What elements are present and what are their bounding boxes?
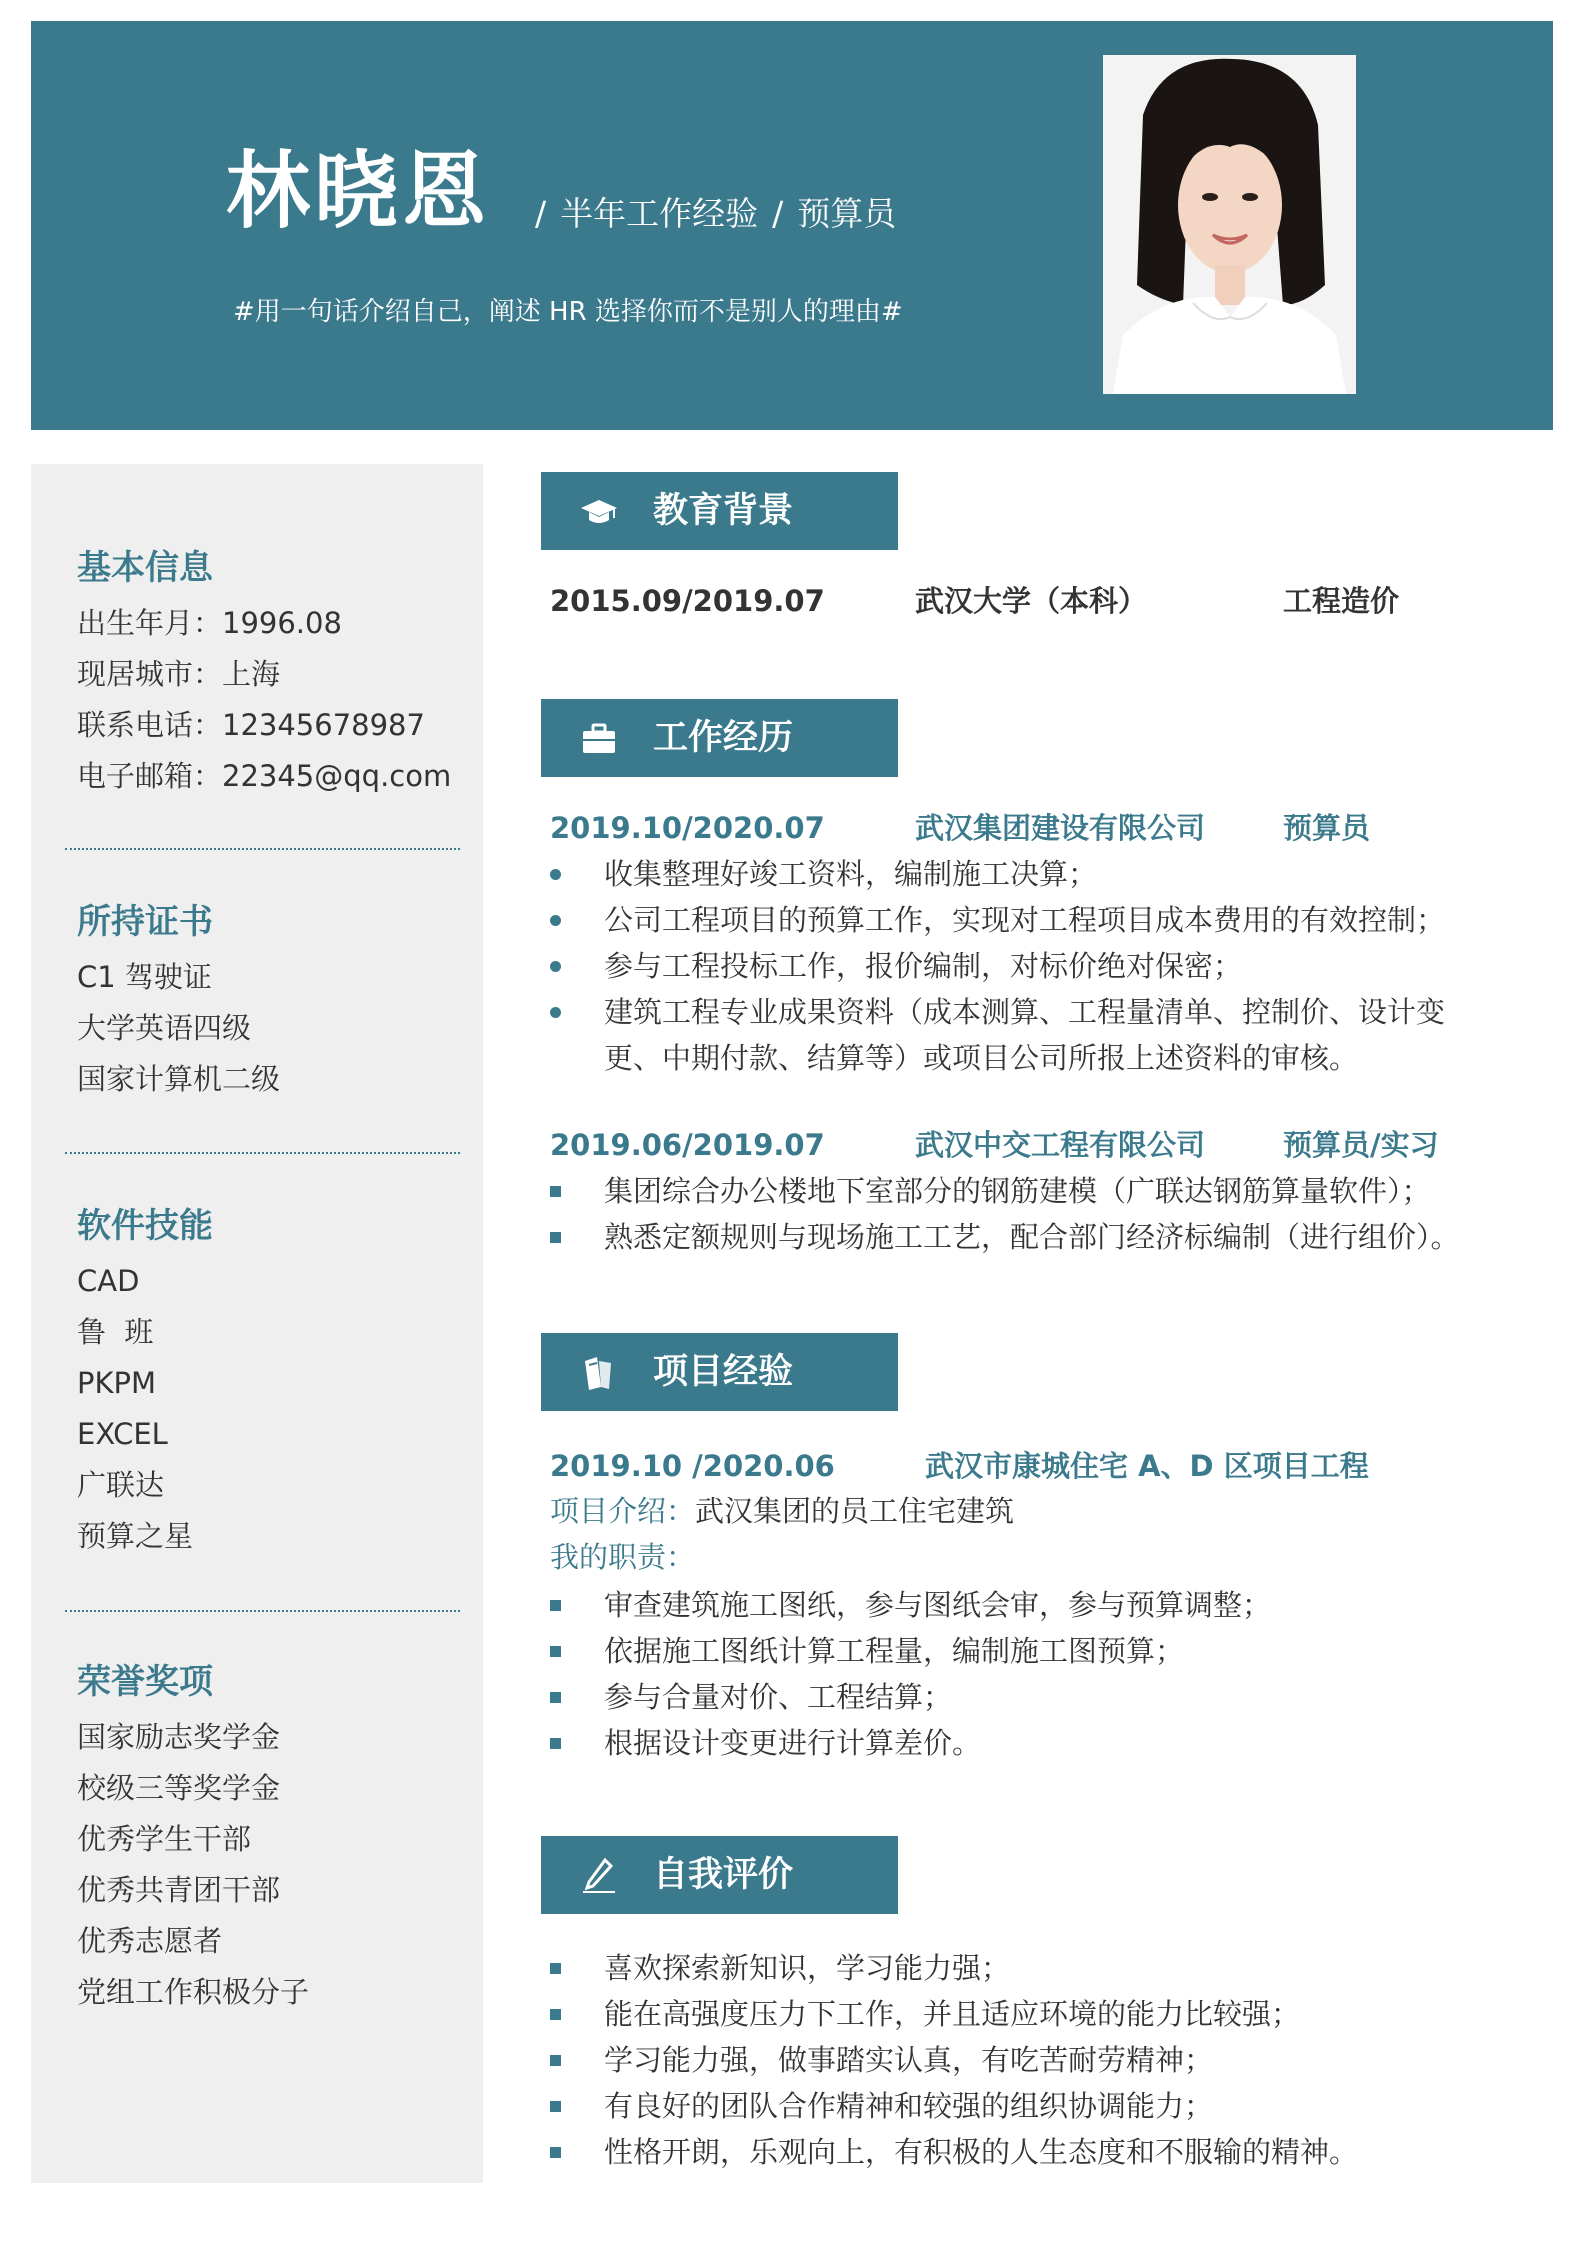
email-address: 电子邮箱：22345@qq.com (77, 759, 452, 793)
bullet-dot-icon (550, 961, 561, 972)
job-role: 预算员 (1283, 811, 1371, 845)
project-intro-text: 武汉集团的员工住宅建筑 (695, 1494, 1015, 1528)
list-item (550, 1214, 1460, 1260)
duty-text: 公司工程项目的预算工作，实现对工程项目成本费用的有效控制； (604, 903, 1446, 937)
bullet-dot-icon (550, 1007, 561, 1018)
job-period: 2019.10/2020.07 (550, 811, 825, 845)
project-intro-label: 项目介绍： (550, 1494, 696, 1528)
basic-info-title: 基本信息 (77, 548, 213, 588)
honor-item: 校级三等奖学金 (77, 1771, 281, 1805)
section-divider (65, 848, 460, 850)
header-banner (31, 21, 1553, 430)
bullet-square-icon (550, 1646, 561, 1657)
duty-text: 集团综合办公楼地下室部分的钢筋建模（广联达钢筋算量软件）； (604, 1174, 1431, 1208)
job-position: 预算员 (797, 194, 897, 233)
bullet-square-icon (550, 2055, 561, 2066)
bullet-square-icon (550, 1232, 561, 1243)
pen-icon (579, 1856, 619, 1896)
list-item (550, 1945, 1358, 1991)
bullet-square-icon (550, 2101, 561, 2112)
duty-text: 建筑工程专业成果资料（成本测算、工程量清单、控制价、设计变 (604, 995, 1446, 1029)
duty-text: 审查建筑施工图纸，参与图纸会审，参与预算调整； (604, 1588, 1272, 1622)
graduation-cap-icon (579, 492, 619, 532)
honor-item: 优秀学生干部 (77, 1822, 252, 1856)
section-divider (65, 1152, 460, 1154)
duty-text: 参与合量对价、工程结算； (604, 1680, 953, 1714)
skill-item: PKPM (77, 1366, 157, 1400)
duty-text: 收集整理好竣工资料，编制施工决算； (604, 857, 1098, 891)
project-period: 2019.10 /2020.06 (550, 1449, 835, 1483)
job-role: 预算员/实习 (1283, 1128, 1439, 1162)
evaluation-text: 有良好的团队合作精神和较强的组织协调能力； (604, 2089, 1214, 2123)
job-duties-list (550, 1168, 1460, 1260)
duty-text: 参与工程投标工作，报价编制，对标价绝对保密； (604, 949, 1243, 983)
education-school: 武汉大学（本科） (915, 584, 1148, 618)
job-duties-list (550, 851, 1445, 1081)
evaluation-text: 喜欢探索新知识，学习能力强； (604, 1951, 1011, 1985)
bullet-square-icon (550, 1738, 561, 1749)
bullet-square-icon (550, 1963, 561, 1974)
duty-text: 依据施工图纸计算工程量，编制施工图预算； (604, 1634, 1185, 1668)
header-subtitle (521, 194, 897, 233)
skill-item: 鲁 班 (77, 1315, 154, 1349)
project-header (541, 1333, 898, 1411)
portrait-illustration (1103, 55, 1356, 394)
work-title: 工作经历 (653, 718, 794, 758)
honors-section (77, 1658, 309, 2018)
project-duty-label: 我的职责： (550, 1540, 696, 1574)
job-company: 武汉集团建设有限公司 (915, 811, 1206, 845)
bullet-dot-icon (550, 915, 561, 926)
work-header (541, 699, 898, 777)
books-icon (579, 1353, 619, 1393)
list-item (550, 851, 1445, 897)
list-item (550, 989, 1445, 1035)
separator: / (772, 194, 784, 233)
job-company: 武汉中交工程有限公司 (915, 1128, 1206, 1162)
education-title: 教育背景 (653, 491, 794, 531)
evaluation-text: 性格开朗，乐观向上，有积极的人生态度和不服输的精神。 (604, 2135, 1359, 2169)
duty-text: 更、中期付款、结算等）或项目公司所报上述资料的审核。 (604, 1041, 1359, 1075)
bullet-square-icon (550, 1692, 561, 1703)
experience-years: 半年工作经验 (560, 194, 759, 233)
birth-date: 出生年月：1996.08 (77, 606, 342, 640)
honor-item: 国家励志奖学金 (77, 1720, 281, 1754)
evaluation-text: 能在高强度压力下工作，并且适应环境的能力比较强； (604, 1997, 1301, 2031)
honor-item: 党组工作积极分子 (77, 1975, 310, 2009)
certificates-title: 所持证书 (77, 902, 213, 942)
education-major: 工程造价 (1283, 584, 1400, 618)
briefcase-icon (579, 719, 619, 759)
job-period: 2019.06/2019.07 (550, 1128, 825, 1162)
list-item (550, 1720, 1271, 1766)
project-duties-list (550, 1582, 1271, 1766)
honor-item: 优秀志愿者 (77, 1924, 223, 1958)
list-item (550, 2037, 1358, 2083)
list-item (550, 1582, 1271, 1628)
certificate-item: C1 驾驶证 (77, 960, 212, 994)
list-item (550, 1168, 1460, 1214)
list-item (550, 2083, 1358, 2129)
list-item (550, 1628, 1271, 1674)
self-evaluation-list (550, 1945, 1358, 2175)
certificate-item: 大学英语四级 (77, 1011, 252, 1045)
evaluation-text: 学习能力强，做事踏实认真，有吃苦耐劳精神； (604, 2043, 1214, 2077)
list-item (550, 897, 1445, 943)
certificates-section (77, 898, 280, 1105)
self-evaluation-title: 自我评价 (653, 1855, 794, 1895)
bullet-dot-icon (550, 869, 561, 880)
separator: / (535, 194, 547, 233)
software-skills-section (77, 1202, 213, 1562)
list-item (550, 1674, 1271, 1720)
certificate-item: 国家计算机二级 (77, 1062, 281, 1096)
section-divider (65, 1610, 460, 1612)
project-name: 武汉市康城住宅 A、D 区项目工程 (925, 1449, 1369, 1483)
candidate-name: 林晓恩 (226, 142, 491, 240)
self-intro-slogan: #用一句话介绍自己，阐述 HR 选择你而不是别人的理由# (233, 297, 903, 327)
list-item (550, 943, 1445, 989)
project-intro (550, 1491, 1014, 1531)
profile-photo (1103, 55, 1356, 394)
list-item (550, 1991, 1358, 2037)
skill-item: CAD (77, 1264, 140, 1298)
education-header (541, 472, 898, 550)
bullet-square-icon (550, 2147, 561, 2158)
bullet-square-icon (550, 2009, 561, 2020)
software-skills-title: 软件技能 (77, 1206, 213, 1246)
list-item-continuation (550, 1035, 1445, 1081)
bullet-square-icon (550, 1600, 561, 1611)
skill-item: EXCEL (77, 1417, 168, 1451)
current-city: 现居城市：上海 (77, 657, 281, 691)
duty-text: 根据设计变更进行计算差价。 (604, 1726, 982, 1760)
self-evaluation-header (541, 1836, 898, 1914)
phone-number: 联系电话：12345678987 (77, 708, 425, 742)
list-item (550, 2129, 1358, 2175)
sidebar (31, 464, 483, 2183)
duty-text: 熟悉定额规则与现场施工工艺，配合部门经济标编制（进行组价）。 (604, 1220, 1460, 1254)
project-title: 项目经验 (653, 1352, 794, 1392)
honor-item: 优秀共青团干部 (77, 1873, 281, 1907)
basic-info-section (77, 544, 451, 802)
honors-title: 荣誉奖项 (77, 1662, 213, 1702)
skill-item: 广联达 (77, 1468, 165, 1502)
skill-item: 预算之星 (77, 1519, 194, 1553)
bullet-square-icon (550, 1186, 561, 1197)
education-period: 2015.09/2019.07 (550, 584, 825, 618)
